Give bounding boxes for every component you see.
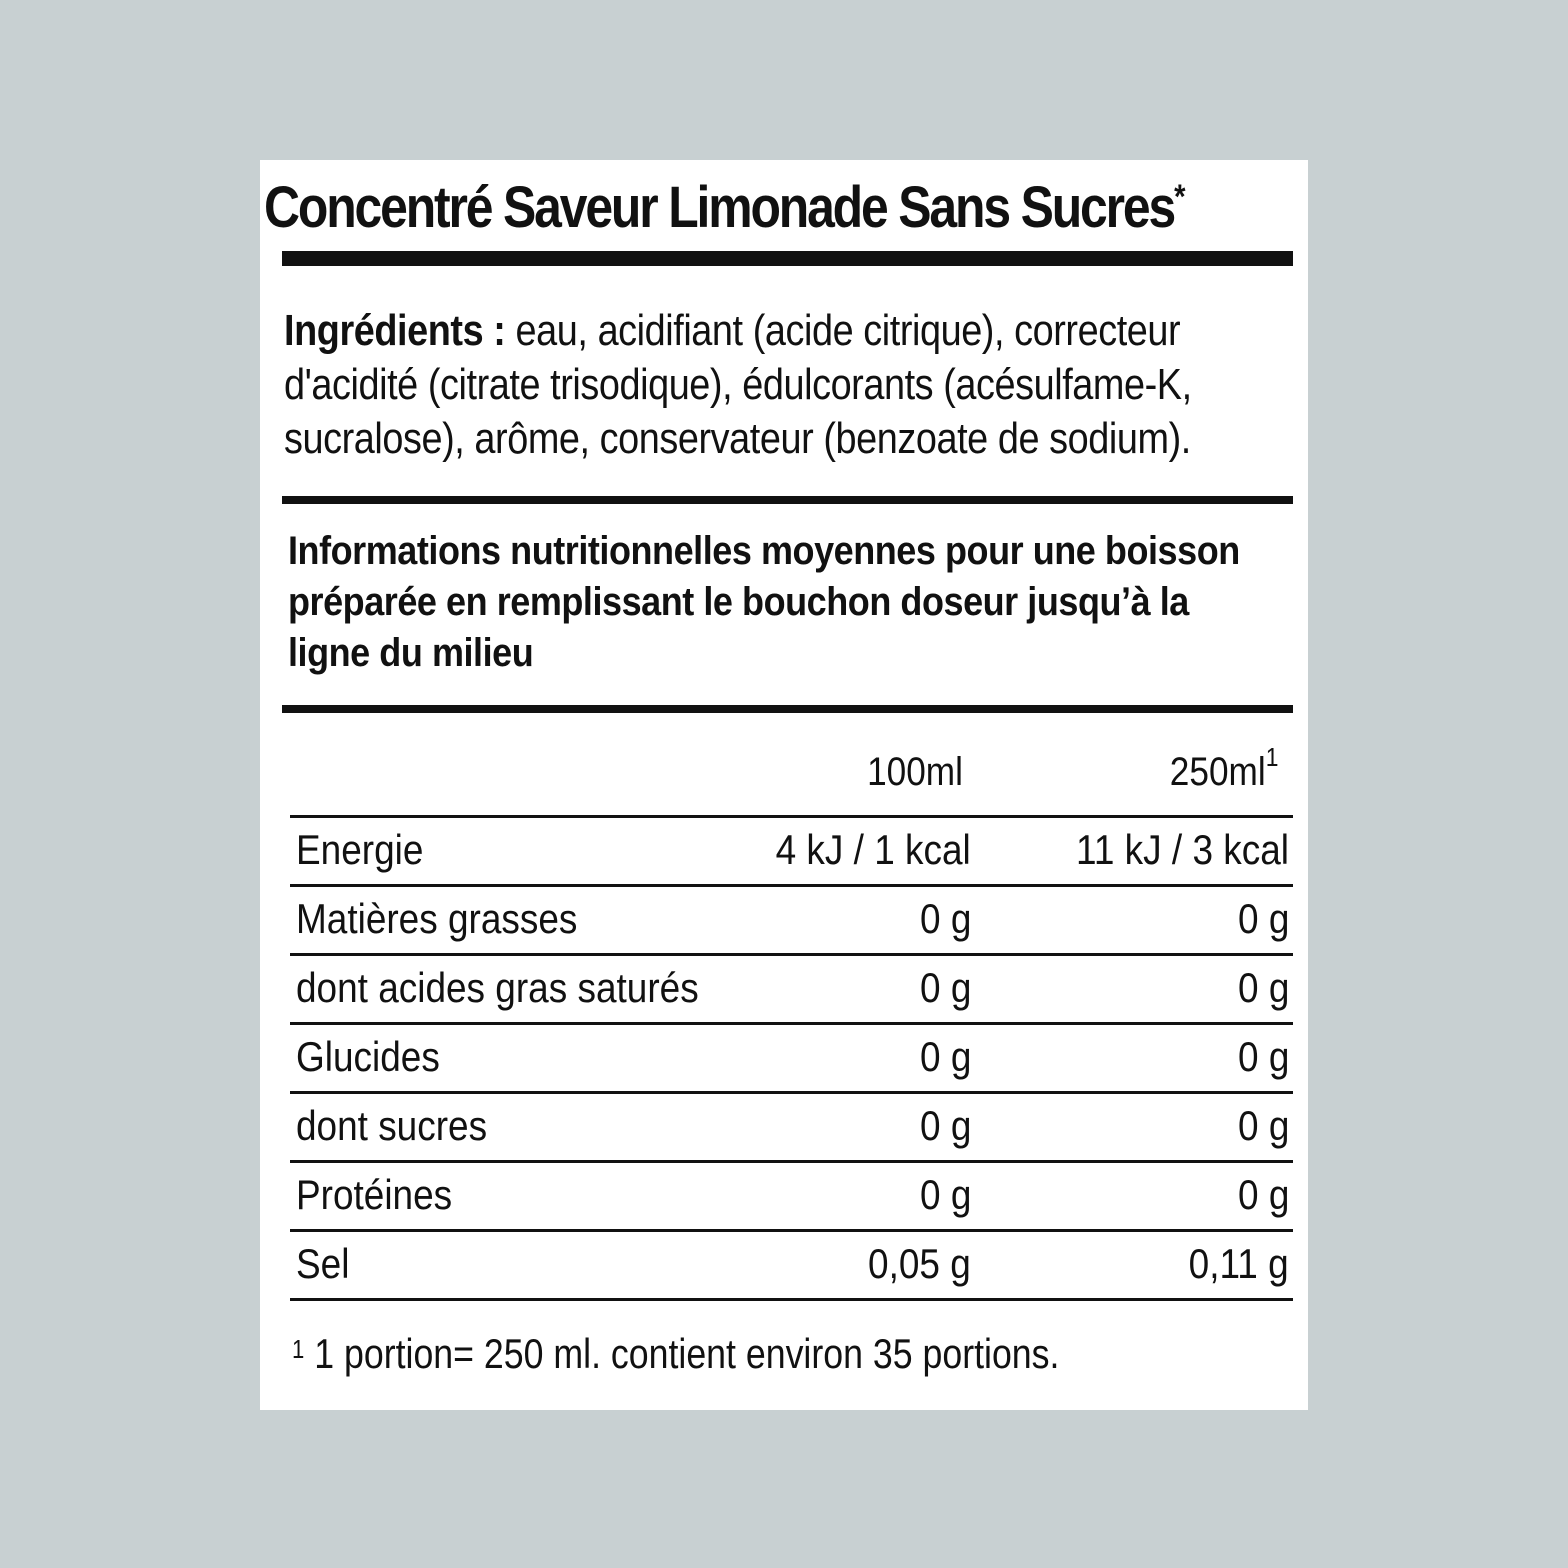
value-250ml: 0,11 g bbox=[1188, 1240, 1289, 1287]
footnote-mark: 1 bbox=[292, 1334, 305, 1364]
nutrition-table bbox=[290, 815, 1293, 1301]
column-header-250ml: $250ml^1$ bbox=[1169, 742, 1278, 794]
value-100ml: 0 g bbox=[919, 895, 971, 942]
row-label: Energie bbox=[296, 826, 424, 873]
column-header-100ml: 100ml bbox=[867, 750, 963, 794]
ingredients-label: Ingrédients : bbox=[284, 306, 506, 355]
value-250ml: 0 g bbox=[1237, 1033, 1289, 1080]
value-250ml: 0 g bbox=[1237, 964, 1289, 1011]
product-title bbox=[264, 174, 1184, 241]
value-250ml: 0 g bbox=[1237, 895, 1289, 942]
table-row bbox=[290, 884, 1293, 953]
table-row bbox=[290, 1022, 1293, 1091]
value-100ml: 0 g bbox=[919, 1033, 971, 1080]
footnote bbox=[292, 1330, 1059, 1378]
table-row bbox=[290, 1160, 1293, 1229]
value-100ml: 4 kJ / 1 kcal bbox=[775, 826, 971, 873]
value-100ml: 0 g bbox=[919, 964, 971, 1011]
value-250ml: 0 g bbox=[1237, 1102, 1289, 1149]
row-label: Matières grasses bbox=[296, 895, 578, 942]
value-100ml: 0 g bbox=[919, 1171, 971, 1218]
value-100ml: 0,05 g bbox=[868, 1240, 971, 1287]
row-label: Protéines bbox=[296, 1171, 453, 1218]
divider-intro bbox=[282, 705, 1293, 713]
ingredients-text: eau, acidifiant (acide citrique), correcteur d'acidité (citrate trisodique), édulcorants (acésulfame-K, sucralose), arôme, conservateur (benzoate de sodium). bbox=[284, 306, 1192, 463]
row-label: Glucides bbox=[296, 1033, 440, 1080]
title-asterisk: * bbox=[1174, 178, 1184, 216]
nutrition-intro: Informations nutritionnelles moyennes pour une boisson préparée en remplissant le bouchon doseur jusqu’à la ligne du milieu bbox=[288, 529, 1240, 675]
divider-ingredients bbox=[282, 496, 1293, 504]
table-row bbox=[290, 1091, 1293, 1160]
value-250ml: 11 kJ / 3 kcal bbox=[1076, 826, 1289, 873]
table-row bbox=[290, 953, 1293, 1022]
ingredients-block bbox=[284, 304, 1273, 466]
column-note-mark: 1 bbox=[1265, 742, 1278, 772]
row-label: Sel bbox=[296, 1240, 350, 1287]
table-row bbox=[290, 815, 1293, 884]
divider-title bbox=[282, 251, 1293, 266]
footnote-text: 1 portion= 250 ml. contient environ 35 portions. bbox=[304, 1330, 1060, 1377]
value-250ml: 0 g bbox=[1237, 1171, 1289, 1218]
product-title-text: Concentré Saveur Limonade Sans Sucres bbox=[264, 175, 1175, 240]
row-label: dont acides gras saturés bbox=[296, 964, 699, 1011]
row-label: dont sucres bbox=[296, 1102, 488, 1149]
value-100ml: 0 g bbox=[919, 1102, 971, 1149]
nutrition-label bbox=[260, 160, 1308, 1410]
table-row bbox=[290, 1229, 1293, 1301]
